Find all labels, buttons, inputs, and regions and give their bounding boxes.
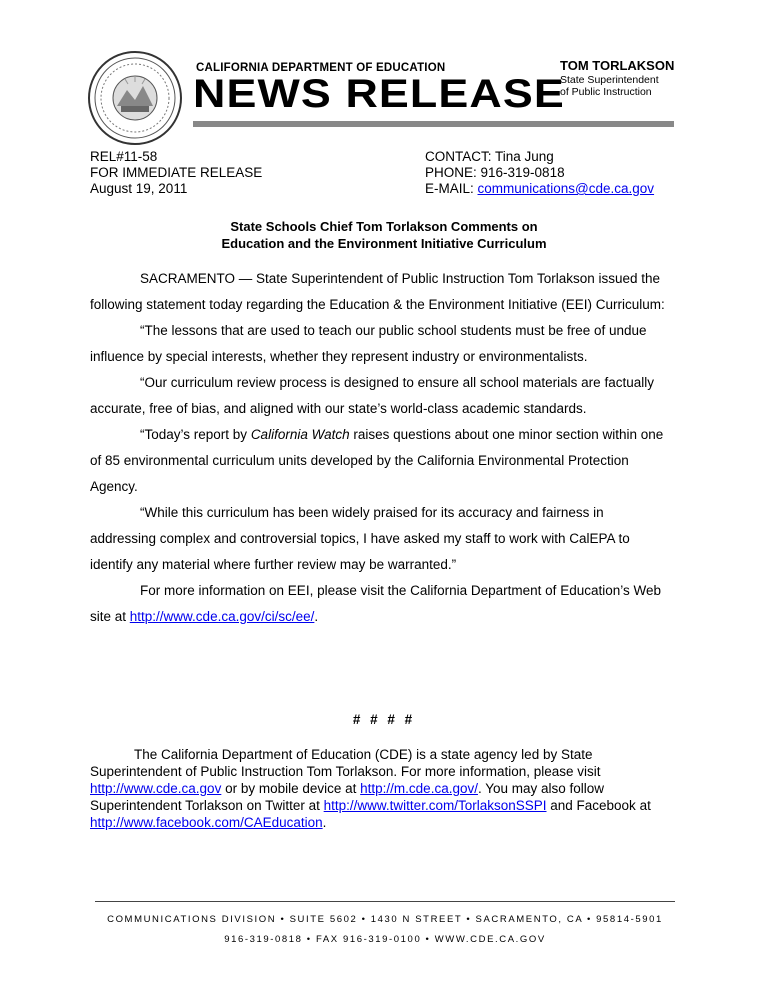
cde-link[interactable]: http://www.cde.ca.gov [90, 781, 222, 796]
body-paragraph-5: “While this curriculum has been widely praised for its accuracy and fairness in addressing complex and controversial topics, I have asked my staff to work with CalEPA to identify any material where further review may be warranted.” [90, 505, 630, 572]
facebook-link[interactable]: http://www.facebook.com/CAEducation [90, 815, 323, 830]
boilerplate [90, 746, 675, 831]
contact-phone: PHONE: 916-319-0818 [425, 165, 565, 180]
footer-address: COMMUNICATIONS DIVISION • SUITE 5602 • 1430 N STREET • SACRAMENTO, CA • 95814-5901 [107, 914, 663, 925]
footer-contact: 916-319-0818 • FAX 916-319-0100 • WWW.CDE.CA.GOV [224, 934, 546, 945]
release-meta [90, 149, 262, 197]
header-rule [193, 121, 674, 127]
official-role-line2: of Public Instruction [560, 86, 652, 98]
body-paragraph-3: “Our curriculum review process is designed to ensure all school materials are factually accurate, free of bias, and aligned with our state’s world-class academic standards. [90, 375, 654, 416]
release-type: FOR IMMEDIATE RELEASE [90, 165, 263, 180]
publication-name: California Watch [250, 427, 350, 442]
state-seal-icon [87, 50, 183, 146]
page-title: NEWS RELEASE [193, 72, 565, 116]
p4-text-b: raises questions about one minor section within one of 85 environmental curriculum units developed by the California Environmental Protection Agency. [90, 427, 664, 494]
body-paragraph-4 [90, 422, 670, 500]
release-number: REL#11-58 [90, 149, 158, 164]
p6-text-b: . [314, 609, 319, 624]
body-paragraph-2: “The lessons that are used to teach our public school students must be free of undue influence by special interests, whether they represent industry or environmentalists. [90, 323, 647, 364]
headline [90, 218, 678, 252]
end-mark: # # # # [352, 712, 416, 727]
official-role [560, 74, 659, 98]
footer-rule [95, 901, 675, 902]
boiler-text-2: or by mobile device at [221, 781, 361, 796]
release-date: August 19, 2011 [90, 181, 188, 196]
eei-link[interactable]: http://www.cde.ca.gov/ci/sc/ee/ [129, 609, 315, 624]
headline-line2: Education and the Environment Initiative Curriculum [221, 236, 547, 251]
release-body [90, 266, 670, 630]
boilerplate-paragraph [90, 746, 675, 831]
body-paragraph-1: SACRAMENTO — State Superintendent of Public Instruction Tom Torlakson issued the following statement today regarding the Education & the Environment Initiative (EEI) Curriculum: [90, 271, 665, 312]
headline-line1: State Schools Chief Tom Torlakson Comments on [230, 219, 538, 234]
twitter-link[interactable]: http://www.twitter.com/TorlaksonSSPI [323, 798, 547, 813]
official-role-line1: State Superintendent [560, 74, 659, 86]
boiler-text-3: . You may also follow Superintendent Torlakson on Twitter at [90, 781, 605, 813]
boiler-text-1: The California Department of Education (CDE) is a state agency led by State Superintendent of Public Instruction Tom Torlakson. For more information, please visit [90, 747, 601, 779]
contact-email-line [425, 181, 654, 197]
department-name: CALIFORNIA DEPARTMENT OF EDUCATION [196, 62, 446, 74]
email-link[interactable]: communications@cde.ca.gov [477, 181, 655, 196]
boiler-text-5: . [322, 815, 327, 830]
official-name: TOM TORLAKSON [560, 58, 675, 73]
email-label: E-MAIL: [425, 181, 478, 196]
p4-text-a: “Today’s report by [140, 427, 251, 442]
p6-text-a: For more information on EEI, please visit the California Department of Education’s Web site at [90, 583, 662, 624]
contact-meta [425, 149, 654, 197]
body-paragraph-6 [90, 578, 670, 630]
mobile-link[interactable]: http://m.cde.ca.gov/ [360, 781, 478, 796]
boiler-text-4: and Facebook at [546, 798, 651, 813]
contact-name: CONTACT: Tina Jung [425, 149, 554, 164]
